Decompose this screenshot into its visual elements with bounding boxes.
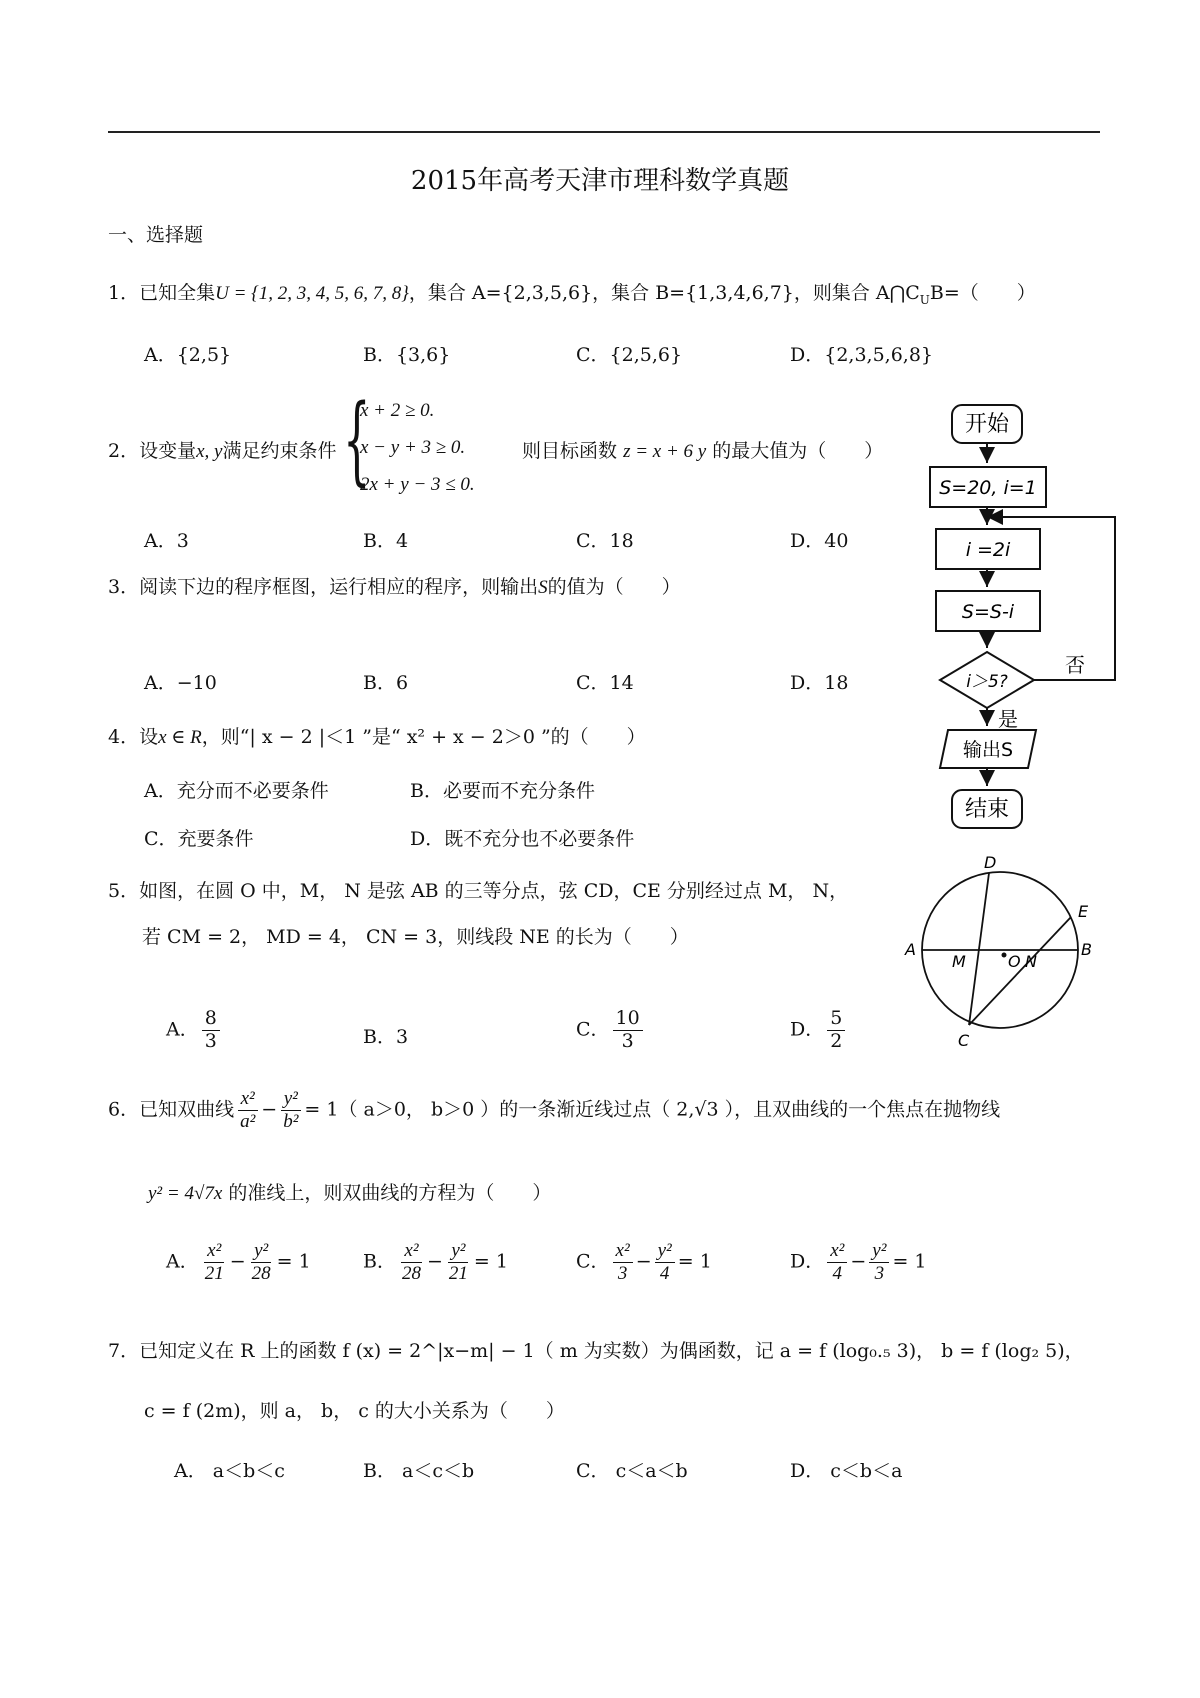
q2-constraints: [360, 392, 475, 503]
q1-option-d[interactable]: D．{2,3,5,6,8}: [790, 344, 934, 366]
q6-c-n1: x²: [613, 1240, 633, 1263]
q5-option-d[interactable]: [790, 1008, 848, 1053]
q6-d-n2: y²: [869, 1240, 889, 1263]
question-6-line2: [148, 1178, 551, 1205]
q5-a-num: 8: [202, 1008, 220, 1031]
q4-stem-b: ，则“| x − 2 |＜1 ”是“ x² + x − 2＞0 ”的（ ）: [201, 726, 646, 748]
q3-option-c[interactable]: C．14: [576, 672, 634, 694]
q2-constraint-1: x + 2 ≥ 0.: [360, 400, 435, 421]
q2-vars: x, y: [196, 441, 223, 462]
q5-option-c[interactable]: [576, 1008, 646, 1053]
q6-b-label: B．: [363, 1250, 396, 1273]
center-dot: [1002, 953, 1007, 958]
question-4: [108, 722, 646, 749]
question-7-line1: 7．已知定义在 R 上的函数 f (x) = 2^|x−m| − 1（ m 为实数）为偶函数，记 a = f (log₀.₅ 3)， b = f (log₂ 5)，: [108, 1340, 1084, 1362]
q2-stem: 2．设变量: [108, 440, 197, 462]
q7-option-b[interactable]: B． a＜c＜b: [363, 1460, 475, 1482]
q3-stem-b: 的值为（ ）: [547, 576, 681, 598]
page-title: 2015年高考天津市理科数学真题: [410, 166, 790, 196]
label-m: M: [952, 952, 966, 971]
q6-stem-b: = 1（ a＞0， b＞0 ）的一条渐近线过点（ 2,√3 ），且双曲线的一个焦点在抛物线: [304, 1098, 1001, 1121]
question-5-line2: 若 CM = 2， MD = 4， CN = 3，则线段 NE 的长为（ ）: [142, 926, 689, 948]
q2-option-b[interactable]: B．4: [363, 530, 409, 552]
q5-c-den: 3: [621, 1029, 634, 1052]
q6-a-d1: 21: [204, 1262, 224, 1284]
q2-objective: [522, 436, 883, 463]
q6-den2: b²: [283, 1110, 299, 1132]
q5-option-b[interactable]: B．3: [363, 1026, 409, 1048]
q6-d-label: D．: [790, 1250, 825, 1273]
q6-line2-text: 的准线上，则双曲线的方程为（ ）: [228, 1182, 552, 1204]
q6-b-n1: x²: [401, 1240, 421, 1263]
flow-step2-label: S=S-i: [961, 601, 1015, 623]
q3-var: S: [538, 577, 548, 598]
q1-option-a[interactable]: A．{2,5}: [144, 344, 232, 366]
flow-end-label: 结束: [964, 797, 1010, 822]
q5-c-num: 10: [613, 1008, 643, 1031]
q1-stem-c: B=（ ）: [929, 282, 1036, 304]
q1-stem-b: ，集合 A={2,3,5,6}，集合 B={1,3,4,6,7}，则集合 A⋂C: [408, 282, 920, 304]
question-3: [108, 572, 681, 599]
flow-init-label: S=20, i=1: [939, 477, 1037, 499]
label-b: B: [1081, 940, 1092, 959]
q6-stem: 6．已知双曲线: [108, 1098, 235, 1121]
q4-var: x ∈ R: [158, 727, 202, 748]
chord-cd: [969, 873, 989, 1025]
q5-a-den: 3: [204, 1029, 217, 1052]
q2-constraint-3: 2x + y − 3 ≤ 0.: [360, 474, 475, 495]
q2-constraint-2: x − y + 3 ≥ 0.: [360, 437, 466, 458]
q3-option-a[interactable]: A．−10: [144, 672, 217, 694]
q6-a-d2: 28: [251, 1262, 271, 1284]
q6-a-n2: y²: [251, 1240, 271, 1263]
q6-b-d1: 28: [401, 1262, 421, 1284]
q5-d-num: 5: [827, 1008, 845, 1031]
q4-option-b[interactable]: B．必要而不充分条件: [410, 780, 595, 802]
q6-c-d1: 3: [617, 1262, 628, 1284]
section-heading: 一、选择题: [108, 224, 204, 246]
q6-option-a[interactable]: A． $\frac{\text{x²}}{21}$ − $\frac{\text{y²}}{28}$ = 1: [166, 1240, 311, 1284]
q7-option-d[interactable]: D． c＜b＜a: [790, 1460, 903, 1482]
q6-d-d2: 3: [874, 1262, 885, 1284]
q1-option-b[interactable]: B．{3,6}: [363, 344, 451, 366]
label-d: D: [984, 855, 997, 872]
header-rule: [108, 131, 1100, 133]
q2-option-a[interactable]: A．3: [144, 530, 189, 552]
q5-option-a[interactable]: [166, 1008, 223, 1053]
q6-den1: a²: [240, 1110, 256, 1132]
q2-option-c[interactable]: C．18: [576, 530, 634, 552]
q1-option-c[interactable]: C．{2,5,6}: [576, 344, 683, 366]
q3-option-b[interactable]: B．6: [363, 672, 409, 694]
q1-set-u: U = {1, 2, 3, 4, 5, 6, 7, 8}: [215, 283, 409, 304]
question-6: 6．已知双曲线 $\frac{\text{x²}}{\text{a²}}$ − $\frac{\text{y²}}{\text{b²}}$ = 1（ a＞0， b＞0 ）的一条渐近线过点（ 2,√3 ），且双曲线的一个焦点在抛物线: [108, 1088, 1001, 1132]
q6-a-label: A．: [166, 1250, 199, 1273]
q5-d-den: 2: [830, 1029, 843, 1052]
flowchart: [900, 400, 1125, 840]
q2-stem-b: 满足约束条件: [222, 440, 337, 462]
flow-start-label: 开始: [964, 412, 1010, 437]
q3-option-d[interactable]: D．18: [790, 672, 849, 694]
q6-b-d2: 21: [448, 1262, 468, 1284]
q6-b-rest: = 1: [473, 1250, 508, 1273]
q4-stem: 4．设: [108, 726, 159, 748]
question-2: [108, 436, 336, 463]
q1-subscript: U: [919, 292, 930, 307]
q6-c-n2: y²: [655, 1240, 675, 1263]
flow-cond-label: i＞5?: [966, 672, 1008, 692]
q4-option-d[interactable]: D．既不充分也不必要条件: [410, 828, 635, 850]
q2-option-d[interactable]: D．40: [790, 530, 849, 552]
label-n: N: [1025, 952, 1037, 971]
q3-stem: 3．阅读下边的程序框图，运行相应的程序，则输出: [108, 576, 539, 598]
q6-option-d[interactable]: D． $\frac{\text{x²}}{4}$ − $\frac{\text{y²}}{3}$ = 1: [790, 1240, 927, 1284]
q4-option-a[interactable]: A．充分而不必要条件: [144, 780, 329, 802]
label-a: A: [905, 940, 916, 959]
q2-stem-c: 则目标函数: [522, 440, 618, 462]
q5-option-d-label: D．: [790, 1018, 825, 1041]
circle-figure: [900, 855, 1100, 1055]
q6-option-b[interactable]: B． $\frac{\text{x²}}{28}$ − $\frac{\text{y²}}{21}$ = 1: [363, 1240, 508, 1284]
flow-yes-label: 是: [998, 707, 1018, 731]
q6-c-rest: = 1: [677, 1250, 712, 1273]
q6-a-n1: x²: [204, 1240, 224, 1263]
q6-option-c[interactable]: C． $\frac{\text{x²}}{3}$ − $\frac{\text{y²}}{4}$ = 1: [576, 1240, 712, 1284]
label-e: E: [1078, 902, 1089, 921]
q5-option-c-label: C．: [576, 1018, 610, 1041]
question-1: [108, 278, 1036, 307]
q2-brace: {: [343, 384, 371, 496]
q6-num1: x²: [238, 1088, 258, 1111]
q6-c-label: C．: [576, 1250, 610, 1273]
flow-step1-label: i =2i: [965, 539, 1011, 561]
q6-d-n1: x²: [827, 1240, 847, 1263]
q1-stem: 1．已知全集: [108, 282, 216, 304]
flow-output-label: 输出S: [962, 739, 1014, 761]
q7-option-a[interactable]: A． a＜b＜c: [174, 1460, 285, 1482]
question-5-line1: 5．如图，在圆 O 中，M， N 是弦 AB 的三等分点，弦 CD，CE 分别经过点 M， N，: [108, 880, 849, 902]
q4-option-c[interactable]: C．充要条件: [144, 828, 254, 850]
q6-d-rest: = 1: [892, 1250, 927, 1273]
q2-stem-d: 的最大值为（ ）: [712, 440, 884, 462]
flow-no-label: 否: [1065, 653, 1085, 677]
q6-c-d2: 4: [659, 1262, 670, 1284]
label-o: O: [1008, 952, 1021, 971]
q5-option-a-label: A．: [166, 1018, 199, 1041]
q6-num2: y²: [281, 1088, 301, 1111]
q7-option-c[interactable]: C． c＜a＜b: [576, 1460, 688, 1482]
q2-objective-func: z = x + 6 y: [623, 441, 707, 462]
question-7-line2: c = f (2m)，则 a， b， c 的大小关系为（ ）: [144, 1400, 565, 1422]
q6-parabola: y² = 4√7x: [148, 1183, 223, 1204]
label-c: C: [958, 1031, 970, 1050]
q6-a-rest: = 1: [276, 1250, 311, 1273]
q6-b-n2: y²: [448, 1240, 468, 1263]
q6-d-d1: 4: [832, 1262, 843, 1284]
chord-ce: [969, 917, 1071, 1025]
